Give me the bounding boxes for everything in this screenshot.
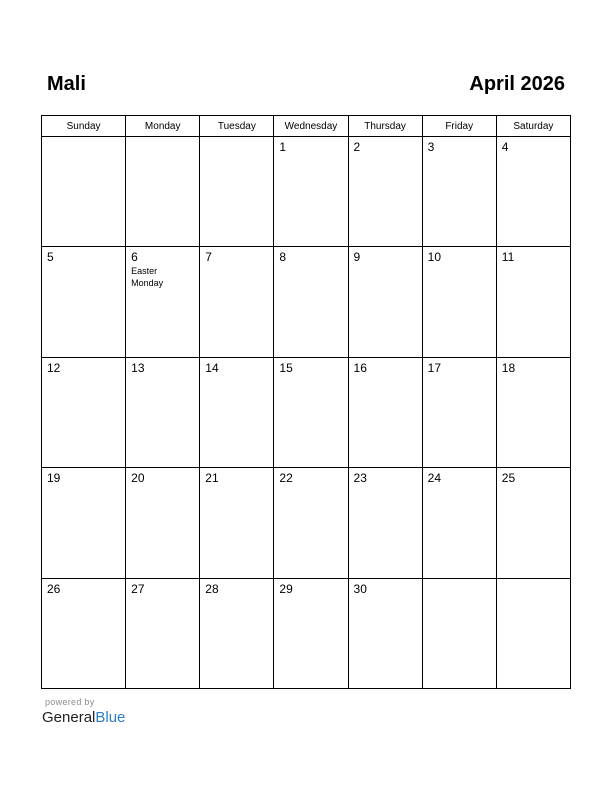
day-number: 27	[131, 581, 145, 596]
day-cell-content	[497, 579, 570, 582]
day-number: 1	[279, 140, 287, 154]
day-number: 22	[279, 471, 293, 486]
weekday-saturday: Saturday	[496, 116, 570, 137]
weekday-header-row	[42, 116, 571, 137]
day-cell-content	[349, 247, 422, 264]
day-number: 21	[205, 471, 219, 486]
day-cell[interactable]	[496, 578, 570, 688]
day-cell-content	[274, 579, 347, 596]
day-cell-content	[42, 247, 125, 264]
day-cell[interactable]	[274, 578, 348, 688]
day-number: 14	[205, 360, 219, 375]
day-cell-content	[200, 247, 273, 264]
day-number: 8	[279, 250, 287, 265]
day-cell-content	[200, 579, 273, 596]
day-cell-content	[126, 468, 199, 485]
brand-general: General	[42, 709, 96, 726]
day-number: 10	[427, 250, 442, 265]
day-number: 23	[353, 471, 367, 486]
day-number: 6	[131, 250, 138, 265]
day-cell[interactable]	[348, 137, 422, 247]
day-cell-content	[423, 579, 496, 582]
day-cell[interactable]	[200, 357, 274, 467]
day-cell-content	[200, 137, 273, 140]
day-cell-content	[423, 468, 496, 485]
day-number: 17	[427, 360, 442, 375]
day-cell[interactable]	[126, 357, 200, 467]
day-cell-content	[423, 137, 496, 154]
day-number: 16	[353, 360, 367, 375]
day-number: 19	[47, 471, 61, 486]
holiday-label: Easter Monday	[131, 266, 164, 289]
week-row	[42, 578, 571, 688]
day-cell-content	[42, 137, 125, 140]
day-cell[interactable]	[200, 468, 274, 578]
day-number: 11	[501, 250, 515, 265]
day-cell-content	[349, 468, 422, 485]
day-cell-content	[274, 358, 347, 375]
week-row	[42, 247, 571, 357]
day-cell[interactable]	[126, 578, 200, 688]
day-number: 30	[353, 581, 367, 596]
day-cell[interactable]	[126, 137, 200, 247]
day-cell-content	[200, 358, 273, 375]
generalblue-logo[interactable]	[42, 709, 125, 727]
powered-by-label: powered by	[45, 697, 95, 707]
day-cell[interactable]	[348, 578, 422, 688]
day-cell[interactable]	[422, 137, 496, 247]
day-cell[interactable]	[42, 247, 126, 357]
day-number: 3	[427, 140, 435, 154]
country-title: Mali	[47, 73, 86, 95]
day-cell-content	[349, 137, 422, 154]
day-number: 7	[205, 250, 212, 265]
day-number: 26	[47, 581, 61, 596]
day-cell[interactable]	[348, 468, 422, 578]
day-cell[interactable]	[422, 247, 496, 357]
week-row	[42, 357, 571, 467]
day-number: 15	[279, 360, 293, 375]
day-cell[interactable]	[422, 468, 496, 578]
day-cell[interactable]	[274, 357, 348, 467]
day-number: 2	[353, 140, 361, 154]
day-number: 25	[501, 471, 516, 486]
day-cell[interactable]	[274, 468, 348, 578]
day-cell[interactable]	[200, 578, 274, 688]
day-cell[interactable]	[274, 247, 348, 357]
day-cell-content	[423, 247, 496, 264]
day-cell[interactable]	[126, 468, 200, 578]
weekday-wednesday: Wednesday	[274, 116, 348, 137]
day-cell[interactable]	[42, 468, 126, 578]
day-cell-content	[200, 468, 273, 485]
day-cell-content	[42, 468, 125, 485]
day-cell[interactable]	[422, 357, 496, 467]
day-cell[interactable]	[200, 247, 274, 357]
day-cell-content	[349, 579, 422, 596]
day-cell-content	[126, 358, 199, 375]
month-year-title: April 2026	[469, 73, 565, 95]
day-cell[interactable]	[42, 137, 126, 247]
day-cell-content	[497, 137, 570, 154]
day-cell[interactable]	[496, 247, 570, 357]
weekday-monday: Monday	[126, 116, 200, 137]
week-row	[42, 137, 571, 247]
day-cell-content	[274, 137, 347, 154]
day-number: 13	[131, 360, 145, 375]
week-row	[42, 468, 571, 578]
day-cell-content	[42, 358, 125, 375]
day-number: 24	[427, 471, 442, 486]
day-number: 9	[353, 250, 361, 265]
day-number: 28	[205, 581, 219, 596]
weekday-sunday: Sunday	[42, 116, 126, 137]
day-cell[interactable]	[126, 247, 200, 357]
weekday-thursday: Thursday	[348, 116, 422, 137]
day-cell-content	[497, 468, 570, 485]
day-cell[interactable]	[348, 247, 422, 357]
weekday-tuesday: Tuesday	[200, 116, 274, 137]
day-cell-content	[349, 358, 422, 375]
day-number: 5	[47, 250, 54, 265]
day-number: 20	[131, 471, 145, 486]
day-cell[interactable]	[496, 137, 570, 247]
day-cell-content	[274, 468, 347, 485]
day-number: 4	[501, 140, 509, 154]
day-number: 18	[501, 360, 516, 375]
day-number: 29	[279, 581, 293, 596]
day-cell-content	[126, 247, 199, 289]
day-cell[interactable]	[42, 578, 126, 688]
day-cell[interactable]	[348, 357, 422, 467]
day-cell[interactable]	[496, 357, 570, 467]
brand-blue: Blue	[95, 709, 126, 726]
day-number: 12	[47, 360, 61, 375]
day-cell-content	[274, 247, 347, 264]
weekday-friday: Friday	[422, 116, 496, 137]
day-cell-content	[423, 358, 496, 375]
day-cell-content	[126, 579, 199, 596]
day-cell-content	[497, 247, 570, 264]
day-cell[interactable]	[422, 578, 496, 688]
day-cell[interactable]	[42, 357, 126, 467]
calendar-grid	[41, 115, 571, 689]
day-cell-content	[42, 579, 125, 596]
day-cell[interactable]	[274, 137, 348, 247]
day-cell[interactable]	[496, 468, 570, 578]
day-cell[interactable]	[200, 137, 274, 247]
day-cell-content	[126, 137, 199, 140]
day-cell-content	[497, 358, 570, 375]
